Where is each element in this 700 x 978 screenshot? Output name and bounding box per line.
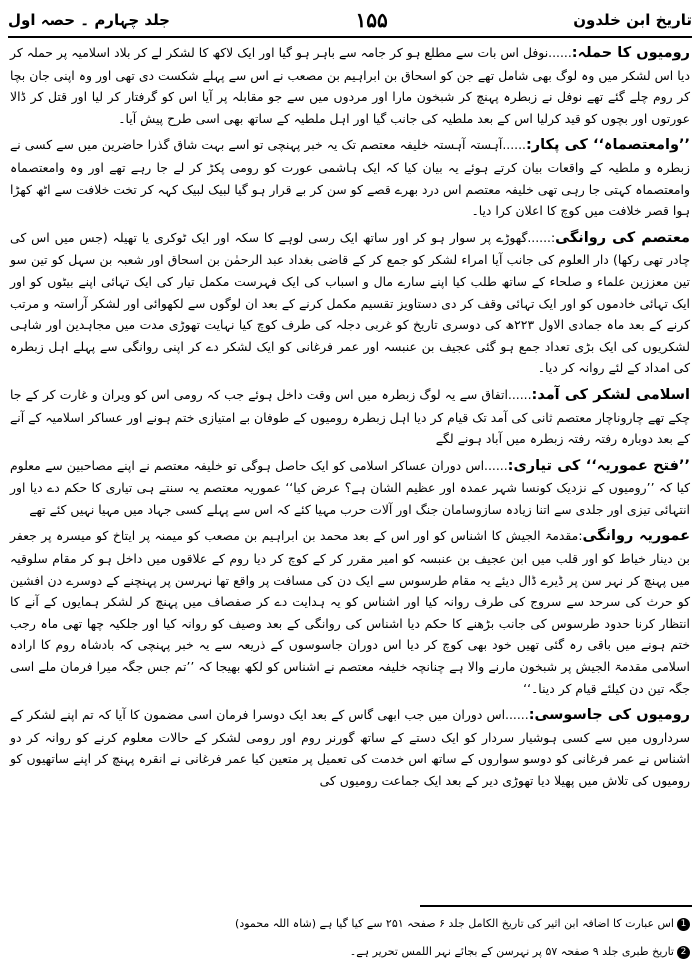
- footnote-2: [10, 938, 690, 966]
- footnote-rule: [420, 905, 692, 907]
- section-rumiyon-ka-hamla: [10, 42, 690, 129]
- section-amuriya-rawangi: [10, 525, 690, 699]
- section-text: :مقدمۃ الجیش کا اشناس کو اور اس کے بعد محمد بن ابراہیم بن مصعب کو میمنہ پر ایتاخ کو میسرہ پر جعفر بن دینار خیاط کو اور قلب میں ابن عجیف بن عنبسہ کو امیر مقرر کر کے کوچ کر دیا روم کے علاقوں میں داخل ہو کر مقام سلوقیہ میں پہنچ کر نہر سن پر ڈیرے ڈال دیئے یہ مقام طرسوس سے ایک دن کی مسافت پر واقع تھا نہرسن پر پہنچنے کے دوسرے دن افشین کو حرث کی سرحد سے سروج کی طرف روانہ کیا اور اشناس کو یہ ہدایت دے کر صفصاف میں پہنچ کر لشکر ہمایوں کے آنے کا انتظار کرنا حدود طرسوس کی جانب بڑھنے کا حکم دیا اشناس کی روانگی کے بعد وصیف کو روانہ کیا اور جلکیہ چھا تھی ماہ رجب ختم ہونے میں باقی رہ گئی تھیں خود بھی کوچ کر دیا اس دوران جاسوسوں کے ذریعہ سے یہ خبر پہنچی کہ بادشاہ روم کا ارادہ اسلامی مقدمۃ الجیش پر شبخون مارنے والا ہے چنانچہ خلیفہ معتصم نے اشناس کو لکھ بھیجا کہ ’’تم جس جگہ میرا فرمان ملے اسی جگہ تین دن کیلئے قیام کر دینا۔‘‘: [10, 528, 690, 696]
- header-rule: [8, 36, 692, 38]
- book-title: تاریخ ابن خلدون: [573, 11, 692, 29]
- section-text: ......نوفل اس بات سے مطلع ہو کر جامہ سے باہر ہو گیا اور ایک لاکھ کا لشکر لے کر بلاد اسلامیہ پر حملہ کر دیا اس لشکر میں وہ لوگ بھی شامل تھے جن کو اسحاق بن ابراہیم بن مصعب نے اس سے پہلے شکست دی تھی اور وہ اپنی جان بچا کر روم چلے گئے تھے نوفل نے زبطرہ پہنچ کر شبخون مارا اور مردوں میں سے جو مقابلہ پر آیا اس کو گرفتار کر لیا اور قتل کر ڈالا عورتوں اور بچوں کو قید کرلیا اس کے بعد ملطیہ کی جانب گیا اور اہل ملطیہ کے ساتھ بھی اسی طرح پیش آیا۔: [10, 45, 690, 126]
- section-mutasim-ki-rawangi: [10, 227, 690, 379]
- footnote-marker: 2: [677, 946, 690, 959]
- footnotes: [10, 910, 690, 966]
- page-header: [8, 6, 692, 34]
- section-jasoosi: [10, 704, 690, 791]
- section-text: ......آہستہ آہستہ خلیفہ معتصم تک یہ خبر پہنچی تو اسے بہت شاق گذرا حاضرین میں سے کسی نے زبطرہ و ملطیہ کے واقعات بیان کرتے ہوئے یہ بیان کیا کہ ایک ہاشمی عورت کو رومی پکڑ کر لے جا رہے تھے اور وہ وامعتصماہ وامعتصماہ کہتی جا رہی تھی خلیفہ معتصم اس درد بھرے قصے کو سن کر بے قرار ہو گیا لبیک لبیک کہہ کر تخت خلافت سے اٹھ کھڑا ہوا قصر خلافت میں کوچ کا اعلان کرا دیا۔: [10, 137, 690, 219]
- section-heading: معتصم کی روانگی: [555, 229, 690, 246]
- section-wamutasimah: [10, 134, 690, 221]
- section-fath-amuriya: [10, 455, 690, 521]
- volume-label: جلد چہارم ۔ حصہ اول: [8, 11, 170, 29]
- section-heading: رومیوں کی جاسوسی:: [528, 707, 690, 724]
- section-heading: ’’وامعتصماہ‘‘ کی پکار:: [525, 137, 691, 154]
- footnote-marker: 1: [677, 918, 690, 931]
- section-text: ......اس دوران میں جب ابھی گاس کے بعد ایک دوسرا فرمان اسی مضمون کا آیا کہ تم اپنے لشکر کے سرداروں میں سے کسی ہوشیار سردار کو ایک دستے کے ساتھ گورنر روم اور رومی لشکر کے حالات معلوم کرنے کو روانہ کر دو اشناس نے عمر فرغانی کو دوسو سواروں کے ساتھ اس خدمت کی تعمیل پر متعین کیا عمر فرغانی نے انقرہ پہنچ کر اپنے ساتھیوں کو رومیوں کی تلاش میں پھیلا دیا تھوڑی دیر کے بعد ایک جماعت رومیوں کی: [10, 707, 690, 788]
- page-number: ۱۵۵: [355, 8, 388, 32]
- section-heading: رومیوں کا حملہ:: [571, 45, 690, 61]
- section-text: :......گھوڑے پر سوار ہو کر اور ساتھ ایک رسی لوہے کا سکہ اور ایک ٹوکری یا تھیلہ (جس میں اس کی چادر تھی رکھا) دار العلوم کی جانب آیا امراء لشکر کو جمع کر کے قاضی بغداد عبد الرحمٰن بن اسحاق اور شعبہ بن سہل کو تین سو تین معززین علماء و صلحاء کے ساتھ طلب کیا اپنے سارے مال و اسباب کی ایک فہرست مکمل تیار کی ایک تہائی اپنے بیٹوں کو اور ایک تہائی خادموں کو اور ایک تہائی وقف کر دی دستاویز تقسیم مکمل کرنے کے بعد ان لوگوں سے لکھوائی اور لشکر آراستہ و مرتب کرنے کے بعد ماہ جمادی الاول ۲۲۳ھ کی دوسری تاریخ کو غربی دجلہ کی طرف کوچ کیا نہایت تھوڑی مدت میں مجاہدین اور شاہی لشکریوں کی ایک بڑی تعداد جمع ہو گئی عجیف بن عنبسہ اور عمر فرغانی کو ایک لشکر دے کر اپنی روانگی سے پہلے اہل زبطرہ کی امداد کے لئے روانہ کر دیا۔: [10, 229, 690, 376]
- section-heading: ’’فتح عموریہ‘‘ کی تیاری:: [507, 457, 690, 474]
- footnote-1: [10, 910, 690, 938]
- section-heading: اسلامی لشکر کی آمد:: [531, 386, 690, 403]
- section-text: ......اس دوران عساکر اسلامی کو ایک حاصل ہوگی تو خلیفہ معتصم نے اپنے مصاحبین سے معلوم کیا کہ ’’رومیوں کے نزدیک کونسا شہر عمدہ اور عظیم الشان ہے؟ عرض کیا‘‘ عموریہ معتصم یہ سنتے ہی تیاری کا حکم دے دیا اور انتہائی تیزی اور جلدی سے اتنا زیادہ سازوسامان جنگ اور آلات حرب مہیا کئے کہ اس سے پہلے کسی جہاد میں مہیا نہیں کئے تھے: [10, 457, 690, 517]
- page-body: [10, 42, 690, 797]
- footnote-text: اس عبارت کا اضافہ ابن اثیر کی تاریخ الکامل جلد ۶ صفحہ ۲۵۱ سے کیا گیا ہے (شاہ اللہ محمود): [235, 917, 674, 930]
- section-heading: عموریہ روانگی: [582, 528, 690, 545]
- section-islami-lashkar: [10, 384, 690, 450]
- section-text: ......اتفاق سے یہ لوگ زبطرہ میں اس وقت داخل ہوئے جب کہ رومی اس کو ویران و غارت کر کے جا چکے تھے چاروناچار معتصم ثانی کی آمد تک قیام کر دیا اہل زبطرہ رومیوں کے طوفان بے امتیازی ختم ہونے اور عساکر اسلامیہ کے آنے کے بعد دوبارہ رفتہ رفتہ زبطرہ میں آباد ہونے لگے: [10, 386, 690, 447]
- footnote-text: تاریخ طبری جلد ۹ صفحہ ۵۷ پر نہرسن کے بجائے نہر اللمس تحریر ہے۔: [349, 945, 674, 958]
